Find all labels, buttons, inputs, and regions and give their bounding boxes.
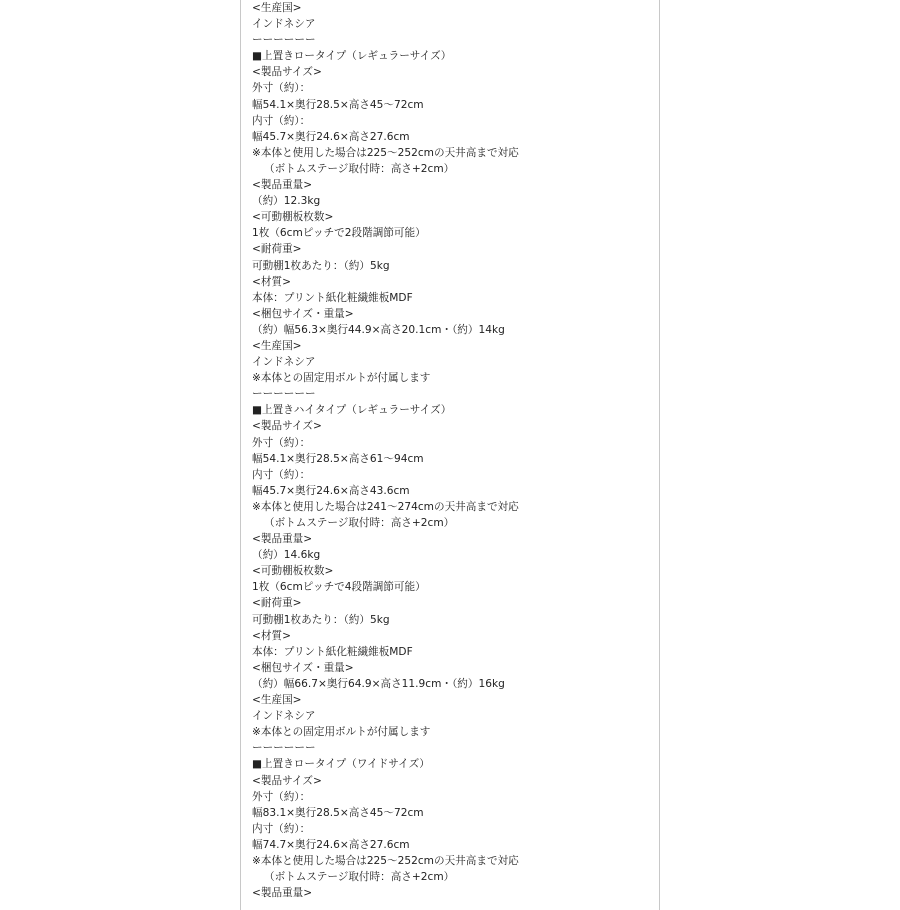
divider-line: ーーーーーー xyxy=(252,388,316,401)
spec-line: <可動棚板枚数> xyxy=(252,211,334,224)
spec-line: （約）幅56.3×奥行44.9×高さ20.1cm・（約）14kg xyxy=(252,323,505,336)
section-heading: ■上置きロータイプ（レギュラーサイズ） xyxy=(252,50,452,63)
spec-line: <製品サイズ> xyxy=(252,66,322,79)
spec-line: 外寸（約）： xyxy=(252,82,311,95)
spec-line: <生産国> xyxy=(252,694,302,707)
spec-line: <耐荷重> xyxy=(252,597,302,610)
section-heading: ■上置きハイタイプ（レギュラーサイズ） xyxy=(252,404,452,417)
spec-line: <耐荷重> xyxy=(252,243,302,256)
spec-line: ※本体との固定用ボルトが付属します xyxy=(252,372,431,385)
spec-line: ※本体と使用した場合は225～252cmの天井高まで対応 xyxy=(252,146,519,159)
spec-line: （約）幅66.7×奥行64.9×高さ11.9cm・（約）16kg xyxy=(252,677,505,690)
spec-line: 本体：プリント紙化粧繊維板MDF xyxy=(252,645,413,658)
spec-line: <製品重量> xyxy=(252,533,313,546)
spec-line: （ボトムステージ取付時：高さ+2cm） xyxy=(264,162,455,175)
section-heading: ■上置きロータイプ（ワイドサイズ） xyxy=(252,758,430,771)
divider-line: ーーーーーー xyxy=(252,34,316,47)
spec-line: 1枚（6cmピッチで4段階調節可能） xyxy=(252,581,426,594)
spec-line: 可動棚1枚あたり：（約）5kg xyxy=(252,613,390,626)
spec-line: 内寸（約）： xyxy=(252,114,311,127)
spec-line: <梱包サイズ・重量> xyxy=(252,661,354,674)
spec-line: ※本体との固定用ボルトが付属します xyxy=(252,726,431,739)
spec-line: 幅83.1×奥行28.5×高さ45～72cm xyxy=(252,806,424,819)
spec-line: インドネシア xyxy=(252,356,316,369)
spec-line: （ボトムステージ取付時：高さ+2cm） xyxy=(264,871,455,884)
spec-line: （約）12.3kg xyxy=(252,195,321,208)
spec-line: 幅54.1×奥行28.5×高さ61～94cm xyxy=(252,452,424,465)
spec-line: <製品サイズ> xyxy=(252,774,322,787)
spec-line: 外寸（約）： xyxy=(252,436,311,449)
spec-line: 本体：プリント紙化粧繊維板MDF xyxy=(252,291,413,304)
spec-line: ※本体と使用した場合は241～274cmの天井高まで対応 xyxy=(252,500,519,513)
spec-line: <材質> xyxy=(252,275,291,288)
spec-line: <生産国> xyxy=(252,2,302,14)
spec-line: <可動棚板枚数> xyxy=(252,565,334,578)
spec-line: （ボトムステージ取付時：高さ+2cm） xyxy=(264,517,455,529)
spec-line: <梱包サイズ・重量> xyxy=(252,307,354,320)
spec-line: <材質> xyxy=(252,629,291,642)
spec-line: 可動棚1枚あたり：（約）5kg xyxy=(252,259,390,272)
spec-line: （約）14.6kg xyxy=(252,549,321,562)
spec-line: 幅45.7×奥行24.6×高さ43.6cm xyxy=(252,484,410,497)
spec-line: 幅45.7×奥行24.6×高さ27.6cm xyxy=(252,130,410,143)
spec-line: インドネシア xyxy=(252,18,316,31)
spec-line: 幅54.1×奥行28.5×高さ45～72cm xyxy=(252,98,424,111)
spec-line: ※本体と使用した場合は225～252cmの天井高まで対応 xyxy=(252,854,519,867)
spec-line: <製品サイズ> xyxy=(252,420,322,433)
spec-text-list xyxy=(252,0,519,901)
spec-line: 内寸（約）： xyxy=(252,822,311,835)
spec-line: 1枚（6cmピッチで2段階調節可能） xyxy=(252,227,426,240)
spec-line: 幅74.7×奥行24.6×高さ27.6cm xyxy=(252,838,410,851)
spec-line: <製品重量> xyxy=(252,887,313,900)
spec-line: <製品重量> xyxy=(252,179,313,192)
spec-line: 外寸（約）： xyxy=(252,790,311,803)
spec-line: インドネシア xyxy=(252,710,316,723)
spec-line: 内寸（約）： xyxy=(252,468,311,481)
spec-line: <生産国> xyxy=(252,339,302,352)
divider-line: ーーーーーー xyxy=(252,742,316,755)
